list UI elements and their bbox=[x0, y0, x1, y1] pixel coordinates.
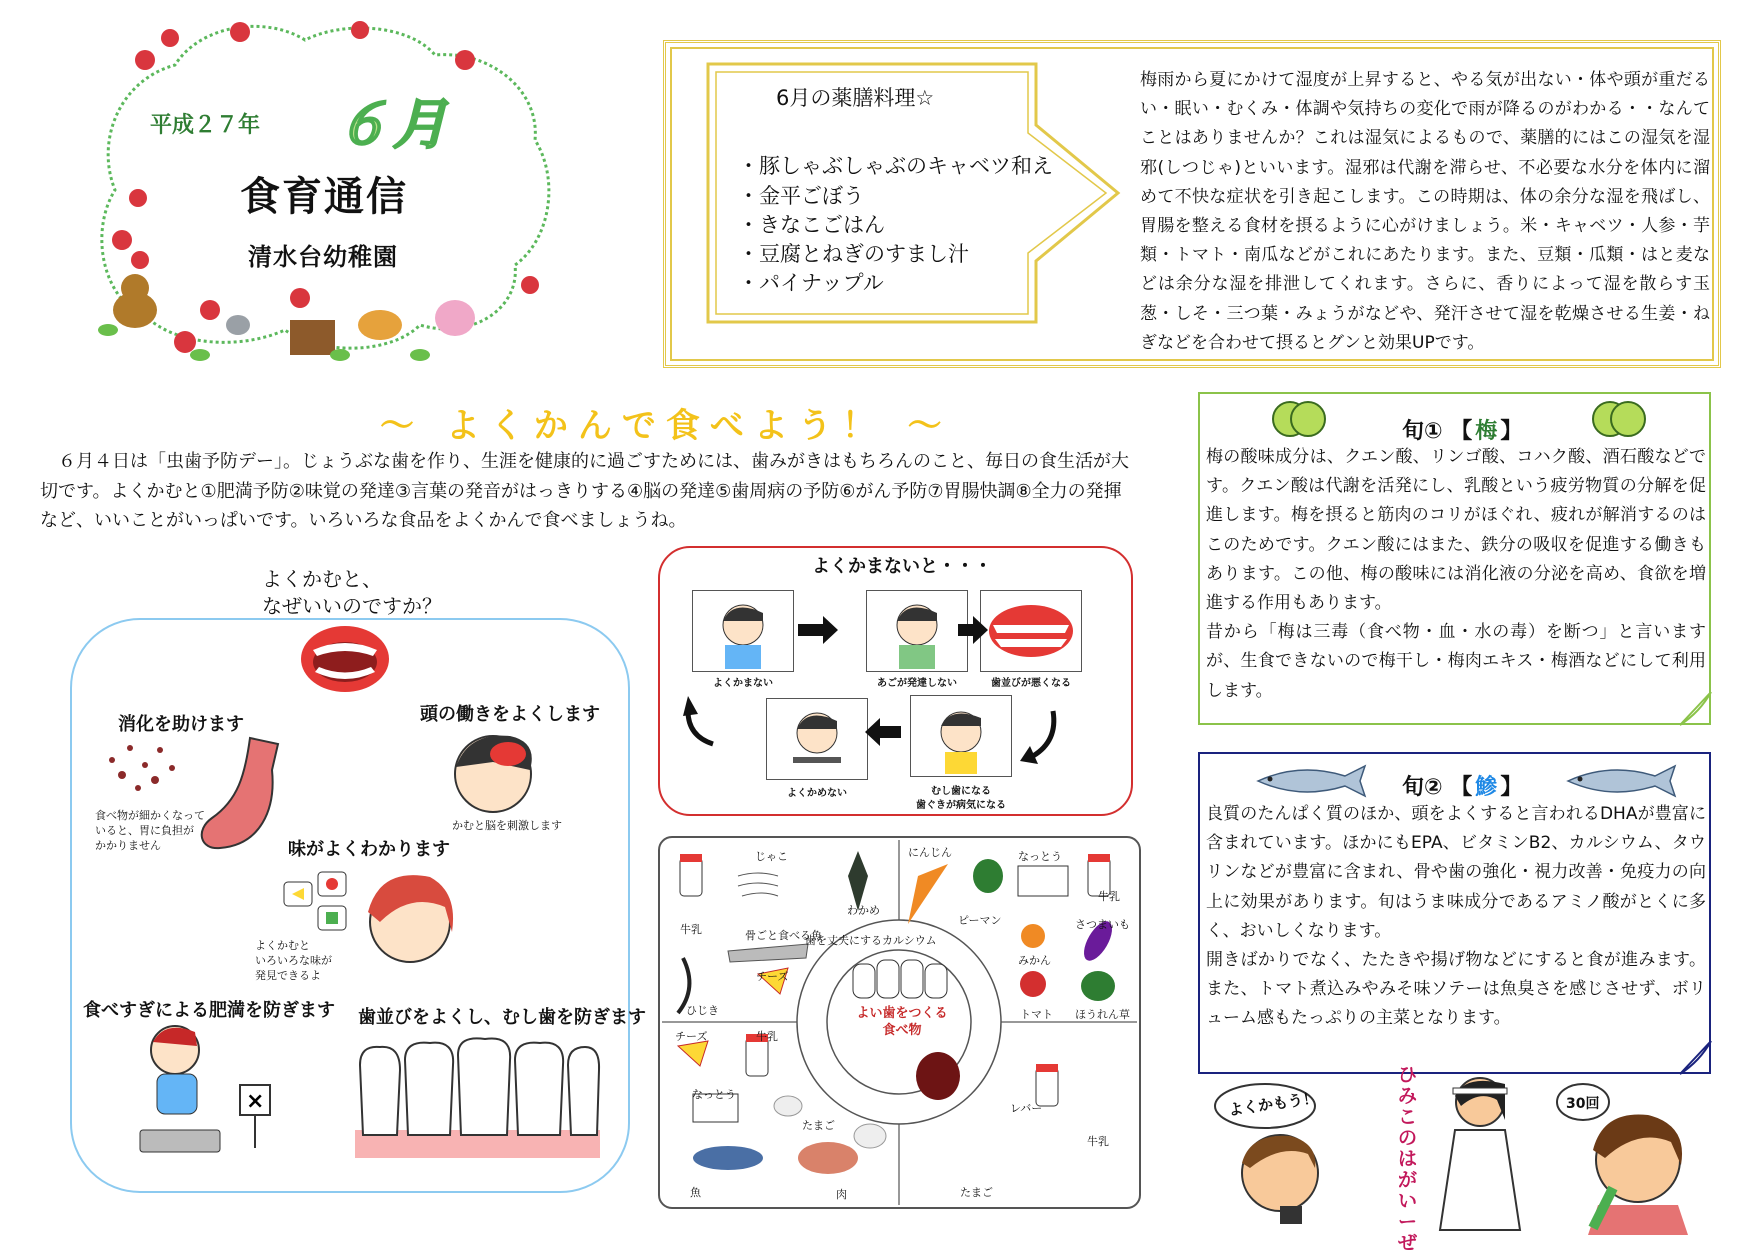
digest-note: 食べ物が細かくなって いると、胃に負担が かかりません bbox=[95, 809, 205, 852]
month-label: ６月 bbox=[335, 93, 451, 156]
fish-icon bbox=[1560, 762, 1680, 800]
speech-bubble-text: よくかもう！ bbox=[1227, 1088, 1319, 1120]
menu-item: ・きなこごはん bbox=[738, 213, 885, 237]
food-label: トマト bbox=[1020, 1008, 1053, 1021]
plum-icon bbox=[1270, 398, 1330, 440]
yakuzen-title: 6月の薬膳料理☆ bbox=[776, 86, 935, 110]
food-label: ピーマン bbox=[958, 914, 1002, 927]
food-chart-center: よい歯をつくる 食べ物 bbox=[856, 1006, 948, 1038]
arrow-left-icon bbox=[865, 718, 901, 746]
intro-paragraph: ６月４日は「虫歯予防デー」。じょうぶな歯を作り、生涯を健康的に過ごすためには、歯みがきはもちろんのこと、毎日の食生活が大切です。よくかむと①肥満予防②味覚の発達③言葉の発音がはっきりする④脳の発達⑤歯周病の予防⑥がん予防⑦胃腸快調⑧全力の発揮など、いいことがいっぱいです。いろいろな食品をよくかんで食べましょうね。 bbox=[40, 451, 1129, 531]
smiling-teeth-icon bbox=[355, 1035, 600, 1160]
benefit-taste: 味がよくわかります bbox=[288, 839, 450, 860]
food-label: 魚 bbox=[690, 1186, 701, 1199]
food-label: わかめ bbox=[847, 904, 880, 917]
food-label: さつまいも bbox=[1075, 918, 1130, 931]
cycle-step-label: むし歯になる bbox=[931, 786, 991, 797]
food-label: たまご bbox=[802, 1119, 835, 1132]
boy-head-icon bbox=[438, 722, 568, 817]
food-label: 肉 bbox=[836, 1188, 847, 1201]
era-label: 平成２７年 bbox=[150, 113, 261, 138]
food-label: みかん bbox=[1018, 954, 1051, 967]
benefit-obesity: 食べすぎによる肥満を防ぎます bbox=[83, 1000, 335, 1021]
food-label: チーズ bbox=[756, 970, 789, 983]
vertical-slogan: ひみこのはがいーぜ bbox=[1398, 1064, 1418, 1254]
school-name: 清水台幼稚園 bbox=[248, 243, 398, 271]
food-label: たまご bbox=[960, 1186, 993, 1199]
cycle-arrows bbox=[658, 546, 1133, 816]
brain-note: かむと脳を刺激します bbox=[452, 819, 562, 832]
arrow-right-icon bbox=[798, 616, 838, 644]
newsletter-title: 食育通信 bbox=[240, 174, 408, 220]
page-curl bbox=[1680, 692, 1711, 725]
food-label: チーズ bbox=[675, 1030, 708, 1043]
food-label: 牛乳 bbox=[680, 923, 702, 936]
ume-title: 旬① 【 梅 】 bbox=[1402, 419, 1523, 444]
menu-item: ・豚しゃぶしゃぶのキャベツ和え bbox=[738, 154, 1053, 178]
food-label: 牛乳 bbox=[756, 1030, 778, 1043]
food-label: 牛乳 bbox=[1098, 890, 1120, 903]
cycle-step-label: 歯並びが悪くなる bbox=[991, 678, 1071, 689]
food-label: 牛乳 bbox=[1087, 1135, 1109, 1148]
plum-icon bbox=[1590, 398, 1650, 440]
curved-arrow-icon bbox=[688, 711, 713, 744]
food-label: じゃこ bbox=[755, 850, 788, 863]
scale-boy-icon bbox=[135, 1020, 285, 1160]
himiko-illustration bbox=[1425, 1070, 1535, 1235]
mouth-icon bbox=[298, 622, 393, 697]
arrow-right-icon bbox=[958, 616, 988, 644]
why-question: よくかむと、 なぜいいのですか？ bbox=[262, 567, 442, 618]
food-label: なっとう bbox=[692, 1088, 736, 1101]
cycle-title: よくかまないと・・・ bbox=[812, 556, 992, 577]
curved-arrow-icon bbox=[1033, 711, 1054, 756]
taste-note: よくかむと いろいろな味が 発見できるよ bbox=[255, 939, 332, 982]
ume-text: 梅の酸味成分は、クエン酸、リンゴ酸、コハク酸、酒石酸などです。クエン酸は代謝を活発にし、乳酸という疲労物質の分解を促進します。梅を摂ると筋肉のコリがほぐれ、疲れが解消するのはこのためです。クエン酸にはまた、鉄分の吸収を促進する働きもあります。この他、梅の酸味には消化液の分泌を高め、食欲を増進する作用もあります。 昔から「梅は三毒（食べ物・血・水の毒）を断つ」と言いますが、生食できないので梅干し・梅肉エキス・梅酒などにして利用します。 bbox=[1206, 447, 1706, 701]
food-label: ひじき bbox=[686, 1004, 719, 1017]
food-label: 骨ごと食べる魚 bbox=[745, 929, 822, 942]
speech-bubble-text: 30回 bbox=[1566, 1096, 1600, 1112]
fish-icon bbox=[1250, 762, 1370, 800]
food-label: にんじん bbox=[908, 846, 952, 859]
aji-text: 良質のたんぱく質のほか、頭をよくすると言われるDHAが豊富に含まれています。ほかにもEPA、ビタミンB2、カルシウム、タウリンなどが豊富に含まれ、骨や歯の強化・視力改善・免疫力の向上に効果があります。旬はうま味成分であるアミノ酸がとくに多く、おいしくなります。 開きばかりでなく、たたきや揚げ物などにすると食が進みます。また、トマト煮込みやみそ味ソテーは魚臭さを感じさせず、ボリューム感もたっぷりの主菜となります。 bbox=[1206, 804, 1706, 1029]
food-label: ほうれん草 bbox=[1075, 1008, 1130, 1021]
aji-title: 旬② 【 鯵 】 bbox=[1402, 775, 1523, 800]
animals-illustration bbox=[113, 274, 475, 355]
menu-item: ・豆腐とねぎのすまし汁 bbox=[738, 242, 969, 266]
food-label: レバー bbox=[1010, 1102, 1043, 1115]
menu-item: ・パイナップル bbox=[738, 271, 884, 295]
cycle-step-label: 歯ぐきが病気になる bbox=[916, 800, 1006, 811]
cycle-step-label: よくかまない bbox=[713, 678, 773, 689]
benefit-teeth: 歯並びをよくし、むし歯を防ぎます bbox=[358, 1007, 646, 1028]
menu-item: ・金平ごぼう bbox=[738, 184, 864, 208]
ring-label: 歯を丈夫にするカルシウム bbox=[805, 934, 937, 947]
food-label: なっとう bbox=[1018, 850, 1062, 863]
svg-text:×: × bbox=[246, 1089, 265, 1114]
benefit-brain: 頭の働きをよくします bbox=[420, 704, 600, 725]
cycle-step-label: よくかめない bbox=[787, 788, 847, 799]
page-curl bbox=[1680, 1041, 1711, 1074]
yakuzen-description: 梅雨から夏にかけて湿度が上昇すると、やる気が出ない・体や頭が重だるい・眠い・むくみ・体調や気持ちの変化で雨が降るのがわかる・・なんてことはありませんか？これは湿気によるもので、薬膳的にはこの湿気を湿邪(しつじゃ)といいます。湿邪は代謝を滞らせ、不必要な水分を体内に溜めて不快な症状を引き起こします。この時期は、体の余分な湿を飛ばし、胃腸を整える食材を摂るように心がけましょう。米・キャベツ・人参・芋類・トマト・南瓜などがこれにあたります。また、豆類・瓜類・はと麦などは余分な湿を排泄してくれます。さらに、香りによって湿を散らす玉葱・しそ・三つ葉・みょうがなどや、発汗させて湿を乾燥させる生姜・ねぎなどを合わせて摂るとグンと効果UPです。 bbox=[1140, 70, 1710, 353]
benefit-digest: 消化を助けます bbox=[118, 714, 244, 735]
cycle-step-label: あごが発達しない bbox=[877, 678, 957, 689]
section-heading: ～ よくかんで食べよう！ ～ bbox=[380, 406, 952, 446]
